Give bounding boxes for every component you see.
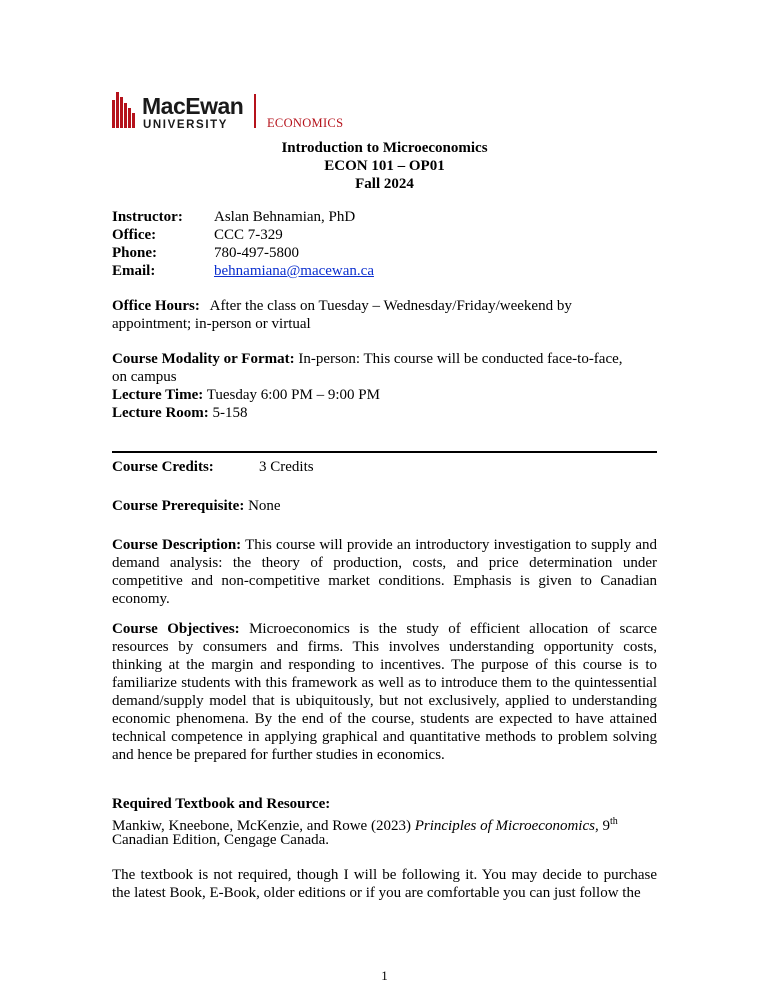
lecture-room bbox=[112, 404, 248, 422]
email-label: Email: bbox=[112, 263, 156, 279]
objectives-label: Course Objectives: bbox=[112, 621, 240, 637]
course-code: ECON 101 – OP01 bbox=[324, 158, 445, 174]
office-hours bbox=[112, 297, 572, 315]
logo-divider bbox=[254, 94, 256, 128]
course-modality bbox=[112, 350, 623, 368]
description-label: Course Description: bbox=[112, 537, 242, 553]
instructor-label: Instructor: bbox=[112, 209, 183, 225]
textbook-publisher: Canadian Edition, Cengage Canada. bbox=[112, 832, 330, 848]
phone-value: 780-497-5800 bbox=[214, 245, 299, 261]
lecture-time-value: Tuesday 6:00 PM – 9:00 PM bbox=[206, 387, 380, 403]
office-label: Office: bbox=[112, 227, 157, 243]
office-value: CCC 7-329 bbox=[214, 227, 283, 243]
page-number: 1 bbox=[381, 968, 388, 983]
office-hours-text-2: appointment; in-person or virtual bbox=[112, 316, 311, 332]
prerequisite-value: None bbox=[248, 498, 281, 514]
textbook-note: The textbook is not required, though I will be following it. You may decide to purchase the latest Book, E-Book, older editions or if you are comfortable you can just follow the bbox=[112, 867, 657, 901]
textbook-authors: Mankiw, Kneebone, McKenzie, and Rowe (2023) bbox=[112, 818, 411, 834]
description-text: This course will provide an introductory investigation to supply and demand analysis: the theory of production, costs, and price determination under competitive and non-competitive market conditions. Emphasis is given to Canadian economy. bbox=[112, 537, 658, 607]
logo-wordmark: MacEwan bbox=[142, 93, 244, 119]
logo-department: ECONOMICS bbox=[267, 116, 344, 130]
prerequisite-label: Course Prerequisite: bbox=[112, 498, 245, 514]
credits-value: 3 Credits bbox=[259, 459, 314, 475]
objectives-text: Microeconomics is the study of efficient allocation of scarce resources by consumers and firms. This involves understanding opportunity costs, thinking at the margin and responding to incentives. The purpose of this course is to familiarize students with this framework as well as to introduce them to the quintessential demand/supply model that is ubiquitously, but not exclusively, applied to understanding economic phenomena. By the end of the course, students are expected to have attained technical competence in applying graphical and quantitative methods to problem solving and hence be prepared for further studies in economics. bbox=[112, 621, 657, 763]
logo-university: UNIVERSITY bbox=[143, 119, 229, 131]
email-link[interactable]: behnamiana@macewan.ca bbox=[214, 263, 374, 279]
prerequisite bbox=[112, 497, 281, 515]
lecture-room-value: 5-158 bbox=[212, 405, 248, 421]
modality-text-1: In-person: This course will be conducted face-to-face, bbox=[298, 351, 623, 367]
lecture-time-label: Lecture Time: bbox=[112, 387, 204, 403]
section-divider bbox=[112, 451, 657, 453]
instructor-name: Aslan Behnamian, PhD bbox=[214, 209, 356, 225]
course-objectives bbox=[112, 620, 657, 764]
office-hours-text-1: After the class on Tuesday – Wednesday/Friday/weekend by bbox=[209, 298, 572, 314]
phone-label: Phone: bbox=[112, 245, 157, 261]
course-title: Introduction to Microeconomics bbox=[281, 140, 488, 156]
course-term: Fall 2024 bbox=[355, 176, 414, 192]
modality-text-2: on campus bbox=[112, 369, 177, 385]
maceWan-logo-icon bbox=[112, 92, 137, 128]
textbook-edition: , 9 bbox=[594, 818, 610, 834]
modality-label: Course Modality or Format: bbox=[112, 351, 295, 367]
credits-label: Course Credits: bbox=[112, 459, 214, 475]
course-description bbox=[112, 536, 657, 608]
textbook-title: Principles of Microeconomics bbox=[414, 818, 595, 834]
textbook-heading: Required Textbook and Resource: bbox=[112, 796, 331, 812]
lecture-time bbox=[112, 386, 380, 404]
university-logo bbox=[112, 90, 372, 140]
lecture-room-label: Lecture Room: bbox=[112, 405, 209, 421]
office-hours-label: Office Hours: bbox=[112, 298, 200, 314]
textbook-edition-sup: th bbox=[609, 816, 618, 827]
